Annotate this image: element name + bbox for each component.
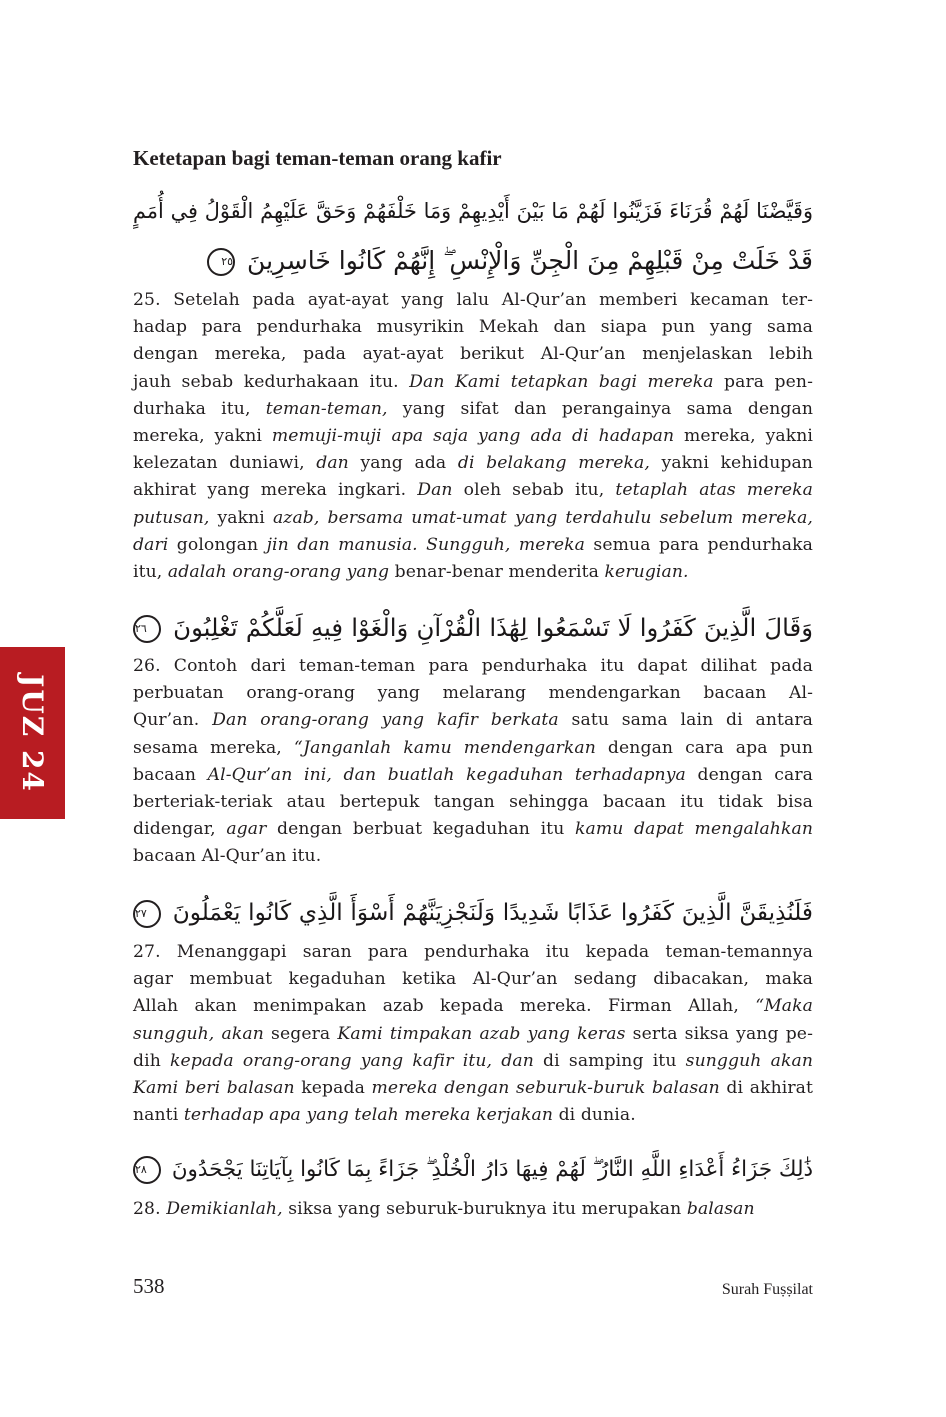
juz-label: JUZ 24 — [16, 673, 50, 793]
text-line — [133, 505, 813, 532]
text-run: siksa yang seburuk-buruknya itu merupakan — [282, 1199, 687, 1219]
italic-run: “Maka — [755, 996, 813, 1017]
text-line — [133, 735, 813, 762]
page-number: 538 — [133, 1274, 165, 1298]
text-run: dengan mereka, pada ayat-ayat berikut Al-Qur’an menjelaskan lebih — [133, 344, 813, 365]
surah-name: Surah Fuṣṣilat — [721, 1281, 813, 1298]
text-run: 25. Setelah pada ayat-ayat yang lalu Al-Qur’an memberi kecaman ter- — [133, 290, 813, 310]
text-run: yang ada — [348, 453, 458, 474]
italic-run: adalah orang-orang yang — [167, 562, 390, 583]
text-run: sesama mereka, — [133, 737, 294, 758]
text-run: satu sama lain di antara — [558, 710, 814, 731]
text-run: Qur’an. — [133, 710, 213, 731]
text-run: serta siksa yang pe- — [625, 1023, 813, 1044]
italic-run: sungguh akan — [685, 1050, 814, 1071]
verse-27-commentary — [133, 939, 813, 1129]
arabic-line — [133, 888, 813, 938]
text-line — [133, 450, 813, 477]
text-line — [133, 477, 813, 504]
ayah-number-mark: ٢٨ — [133, 1156, 161, 1184]
text-run: golongan — [168, 534, 267, 555]
text-run: 28. — [133, 1199, 167, 1219]
text-run: yakni kehidupan — [649, 453, 813, 474]
text-line — [133, 939, 813, 966]
arabic-text: وَقَالَ الَّذِينَ كَفَرُوا لَا تَسْمَعُوا لِهَٰذَا الْقُرْآنِ وَالْغَوْا فِيهِ لَعَلَّكُمْ تَغْلِبُونَ — [173, 613, 813, 642]
verse-25-arabic — [133, 186, 813, 286]
verse-28-arabic — [133, 1145, 813, 1195]
italic-run: jin dan manusia. Sungguh, mereka — [266, 534, 586, 555]
ayah-number-mark: ٢٥ — [207, 248, 235, 276]
text-line — [133, 653, 813, 680]
text-run: yakni — [209, 507, 273, 528]
text-run: benar-benar menderita — [389, 562, 605, 583]
text-run: durhaka itu, — [133, 398, 266, 419]
text-line — [133, 1102, 813, 1129]
text-run: oleh sebab itu, — [452, 480, 616, 501]
italic-run: kerugian. — [604, 562, 689, 583]
text-run: hadap para pendurhaka musyrikin Mekah dan siapa pun yang sama — [133, 317, 813, 338]
section-title: Ketetapan bagi teman-teman orang kafir — [133, 146, 502, 170]
text-run: jauh sebab kedurhakaan itu. — [133, 371, 410, 392]
text-run: kelezatan duniawi, — [133, 453, 317, 474]
italic-run: Kami timpakan azab yang keras — [337, 1023, 626, 1044]
italic-run: kamu dapat mengalahkan — [574, 819, 813, 840]
italic-run: “Janganlah kamu mendengarkan — [293, 737, 596, 758]
text-line — [133, 314, 813, 341]
text-run: para pen- — [713, 371, 814, 392]
text-line — [133, 341, 813, 368]
text-run: itu, — [133, 562, 168, 583]
italic-run: balasan — [686, 1199, 755, 1219]
juz-tab — [0, 647, 65, 819]
text-run: semua para pendurhaka — [585, 534, 813, 555]
verse-28-commentary — [133, 1196, 813, 1223]
text-run: dengan cara apa pun — [595, 737, 814, 758]
text-line — [133, 532, 813, 559]
italic-run: Dan orang-orang yang kafir berkata — [212, 710, 559, 731]
verse-26-arabic — [133, 603, 813, 653]
italic-run: terhadap apa yang telah mereka kerjakan — [183, 1105, 553, 1126]
text-line — [133, 1196, 813, 1223]
arabic-line — [133, 1145, 813, 1195]
arabic-text: قَدْ خَلَتْ مِنْ قَبْلِهِمْ مِنَ الْجِنِّ وَالْإِنْسِ ۖ إِنَّهُمْ كَانُوا خَاسِرِينَ — [247, 246, 813, 275]
verse-26-commentary — [133, 653, 813, 871]
text-run: agar membuat kegaduhan ketika Al-Qur’an sedang dibacakan, maka — [133, 969, 813, 990]
text-run: di akhirat — [719, 1078, 814, 1099]
arabic-text: ذَٰلِكَ جَزَاءُ أَعْدَاءِ اللَّهِ النَّارُ ۖ لَهُمْ فِيهَا دَارُ الْخُلْدِ ۖ جَزَاءً بِمَا كَانُوا بِآيَاتِنَا يَجْحَدُونَ — [171, 1157, 813, 1182]
text-run: dengan cara — [685, 764, 813, 785]
text-run: mereka, yakni — [674, 426, 814, 447]
verse-25-commentary — [133, 287, 813, 586]
italic-run: sungguh, akan — [133, 1023, 264, 1044]
italic-run: putusan, — [133, 507, 210, 528]
italic-run: tetaplah atas mereka — [615, 480, 813, 501]
italic-run: Al-Qur’an ini, dan buatlah kegaduhan terhadapnya — [207, 764, 686, 785]
italic-run: memuji-muji apa saja yang ada di hadapan — [271, 426, 675, 447]
text-line — [133, 966, 813, 993]
text-run: nanti — [133, 1105, 184, 1126]
text-line — [133, 1075, 813, 1102]
text-line — [133, 369, 813, 396]
ayah-number-mark: ٢٦ — [133, 615, 161, 643]
text-line — [133, 680, 813, 707]
text-line — [133, 843, 813, 870]
text-run: di dunia. — [553, 1105, 636, 1126]
text-line — [133, 1021, 813, 1048]
italic-run: mereka dengan seburuk-buruk balasan — [371, 1078, 720, 1099]
text-line — [133, 559, 813, 586]
text-run: didengar, — [133, 819, 227, 840]
italic-run: teman-teman, — [265, 398, 388, 419]
text-line — [133, 707, 813, 734]
text-run: dengan berbuat kegaduhan itu — [266, 819, 575, 840]
italic-run: kepada orang-orang yang kafir itu, dan — [170, 1050, 534, 1071]
ayah-number-mark: ٢٧ — [133, 900, 161, 928]
text-run: dih — [133, 1050, 171, 1071]
text-run: berteriak-teriak atau bertepuk tangan sehingga bacaan itu tidak bisa — [133, 792, 813, 813]
text-line — [133, 816, 813, 843]
italic-run: di belakang mereka, — [457, 453, 650, 474]
italic-run: Dan Kami tetapkan bagi mereka — [409, 371, 714, 392]
text-run: di samping itu — [533, 1050, 686, 1071]
italic-run: azab, bersama umat-umat yang terdahulu sebelum mereka, — [272, 507, 813, 528]
text-run: mereka, yakni — [133, 426, 272, 447]
arabic-text: فَلَنُذِيقَنَّ الَّذِينَ كَفَرُوا عَذَابًا شَدِيدًا وَلَنَجْزِيَنَّهُمْ أَسْوَأَ الَّذِي كَانُوا يَعْمَلُونَ — [172, 899, 813, 926]
text-run: akhirat yang mereka ingkari. — [133, 480, 418, 501]
text-run: 26. Contoh dari teman-teman para pendurhaka itu dapat dilihat pada — [133, 656, 813, 676]
text-run: kepada — [294, 1078, 372, 1099]
text-run: perbuatan orang-orang yang melarang mendengarkan bacaan Al- — [133, 683, 813, 704]
text-line — [133, 762, 813, 789]
text-run: bacaan Al-Qur’an itu. — [133, 846, 322, 867]
italic-run: Dan — [417, 480, 453, 501]
italic-run: agar — [226, 819, 267, 840]
text-line — [133, 287, 813, 314]
text-run: bacaan — [133, 764, 208, 785]
verse-27-arabic — [133, 888, 813, 938]
text-line — [133, 396, 813, 423]
text-line — [133, 993, 813, 1020]
text-run: 27. Menanggapi saran para pendurhaka itu kepada teman-temannya — [133, 942, 813, 962]
italic-run: dari — [133, 534, 169, 555]
arabic-line — [133, 236, 813, 286]
text-line — [133, 789, 813, 816]
text-run: yang sifat dan perangainya sama dengan — [387, 398, 813, 419]
arabic-line — [133, 603, 813, 653]
text-run: segera — [263, 1023, 338, 1044]
text-line — [133, 1048, 813, 1075]
arabic-line: وَقَيَّضْنَا لَهُمْ قُرَنَاءَ فَزَيَّنُوا لَهُمْ مَا بَيْنَ أَيْدِيهِمْ وَمَا خَلْفَهُمْ وَحَقَّ عَلَيْهِمُ الْقَوْلُ فِي أُمَمٍ — [133, 199, 813, 223]
text-line — [133, 423, 813, 450]
italic-run: Kami beri balasan — [133, 1078, 295, 1099]
italic-run: dan — [316, 453, 349, 474]
italic-run: Demikianlah, — [166, 1199, 283, 1219]
text-run: Allah akan menimpakan azab kepada mereka. Firman Allah, — [133, 996, 756, 1017]
